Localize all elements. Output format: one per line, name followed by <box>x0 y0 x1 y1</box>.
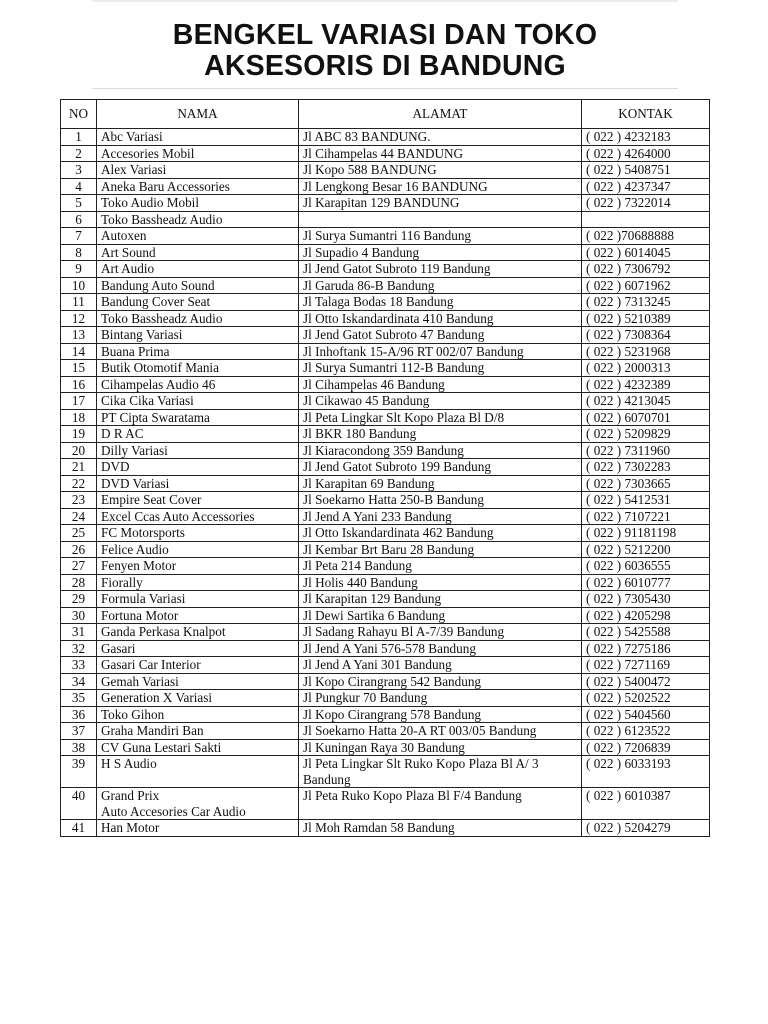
title-underline <box>92 88 678 89</box>
row-kontak: ( 022 ) 4213045 <box>582 393 710 410</box>
row-no: 1 <box>61 129 97 146</box>
row-no: 37 <box>61 723 97 740</box>
row-nama: FC Motorsports <box>97 525 299 542</box>
row-nama: Art Sound <box>97 244 299 261</box>
row-no: 2 <box>61 145 97 162</box>
row-kontak: ( 022 ) 4237347 <box>582 178 710 195</box>
row-alamat: Jl Dewi Sartika 6 Bandung <box>299 607 582 624</box>
table-row <box>61 277 710 294</box>
row-nama: Abc Variasi <box>97 129 299 146</box>
table-row <box>61 261 710 278</box>
row-no: 23 <box>61 492 97 509</box>
row-alamat: Jl Kembar Brt Baru 28 Bandung <box>299 541 582 558</box>
table-row <box>61 574 710 591</box>
row-no: 20 <box>61 442 97 459</box>
table-row <box>61 756 710 788</box>
row-kontak: ( 022 ) 5425588 <box>582 624 710 641</box>
row-nama: Gasari Car Interior <box>97 657 299 674</box>
row-alamat: Jl Soekarno Hatta 20-A RT 003/05 Bandung <box>299 723 582 740</box>
row-no: 13 <box>61 327 97 344</box>
row-alamat: Jl Kopo Cirangrang 542 Bandung <box>299 673 582 690</box>
row-kontak: ( 022 ) 7107221 <box>582 508 710 525</box>
table-row <box>61 690 710 707</box>
table-row <box>61 475 710 492</box>
row-kontak: ( 022 ) 7305430 <box>582 591 710 608</box>
row-kontak: ( 022 ) 7308364 <box>582 327 710 344</box>
top-rule <box>92 0 678 2</box>
row-no: 5 <box>61 195 97 212</box>
row-no: 16 <box>61 376 97 393</box>
row-nama: Excel Ccas Auto Accessories <box>97 508 299 525</box>
row-nama: Art Audio <box>97 261 299 278</box>
row-nama: Empire Seat Cover <box>97 492 299 509</box>
row-no: 9 <box>61 261 97 278</box>
row-kontak: ( 022 ) 6033193 <box>582 756 710 788</box>
row-kontak: ( 022 ) 5209829 <box>582 426 710 443</box>
row-nama: Toko Bassheadz Audio <box>97 310 299 327</box>
row-kontak: ( 022 ) 7302283 <box>582 459 710 476</box>
table-row <box>61 657 710 674</box>
table-row <box>61 376 710 393</box>
table-row <box>61 294 710 311</box>
row-alamat: Jl Cikawao 45 Bandung <box>299 393 582 410</box>
row-alamat: Jl ABC 83 BANDUNG. <box>299 129 582 146</box>
row-kontak: ( 022 ) 6123522 <box>582 723 710 740</box>
row-kontak: ( 022 ) 6036555 <box>582 558 710 575</box>
row-alamat: Jl Surya Sumantri 112-B Bandung <box>299 360 582 377</box>
table-row <box>61 409 710 426</box>
table-row <box>61 492 710 509</box>
row-kontak: ( 022 ) 5412531 <box>582 492 710 509</box>
table-body <box>61 129 710 837</box>
row-alamat: Jl Otto Iskandardinata 462 Bandung <box>299 525 582 542</box>
row-alamat: Jl Holis 440 Bandung <box>299 574 582 591</box>
row-nama: Gasari <box>97 640 299 657</box>
row-kontak: ( 022 ) 7322014 <box>582 195 710 212</box>
row-alamat: Jl Peta Lingkar Slt Ruko Kopo Plaza Bl A/ 3 Bandung <box>299 756 582 788</box>
row-no: 29 <box>61 591 97 608</box>
row-kontak: ( 022 ) 4232389 <box>582 376 710 393</box>
table-row <box>61 723 710 740</box>
row-nama: Felice Audio <box>97 541 299 558</box>
row-kontak: ( 022 ) 4205298 <box>582 607 710 624</box>
row-alamat: Jl Garuda 86-B Bandung <box>299 277 582 294</box>
row-kontak: ( 022 ) 6070701 <box>582 409 710 426</box>
row-no: 10 <box>61 277 97 294</box>
row-nama: Fenyen Motor <box>97 558 299 575</box>
row-nama: Gemah Variasi <box>97 673 299 690</box>
row-alamat: Jl Karapitan 69 Bandung <box>299 475 582 492</box>
row-nama: Grand Prix Auto Accesories Car Audio <box>97 788 299 820</box>
row-alamat: Jl BKR 180 Bandung <box>299 426 582 443</box>
row-no: 28 <box>61 574 97 591</box>
table-row <box>61 541 710 558</box>
row-nama: Generation X Variasi <box>97 690 299 707</box>
row-kontak: ( 022 ) 5404560 <box>582 706 710 723</box>
table-row <box>61 327 710 344</box>
row-kontak: ( 022 ) 5212200 <box>582 541 710 558</box>
row-alamat: Jl Jend Gatot Subroto 199 Bandung <box>299 459 582 476</box>
row-nama: Bintang Variasi <box>97 327 299 344</box>
table-row <box>61 508 710 525</box>
row-no: 14 <box>61 343 97 360</box>
row-no: 24 <box>61 508 97 525</box>
row-nama: D R AC <box>97 426 299 443</box>
row-no: 35 <box>61 690 97 707</box>
row-alamat: Jl Jend A Yani 233 Bandung <box>299 508 582 525</box>
row-nama: Dilly Variasi <box>97 442 299 459</box>
row-no: 36 <box>61 706 97 723</box>
row-kontak: ( 022 ) 5210389 <box>582 310 710 327</box>
row-nama: Butik Otomotif Mania <box>97 360 299 377</box>
table-row <box>61 640 710 657</box>
row-no: 7 <box>61 228 97 245</box>
row-alamat: Jl Peta Lingkar Slt Kopo Plaza Bl D/8 <box>299 409 582 426</box>
row-alamat: Jl Jend Gatot Subroto 47 Bandung <box>299 327 582 344</box>
table-row <box>61 195 710 212</box>
row-alamat: Jl Kiaracondong 359 Bandung <box>299 442 582 459</box>
row-kontak: ( 022 ) 7206839 <box>582 739 710 756</box>
table-row <box>61 228 710 245</box>
row-kontak: ( 022 ) 2000313 <box>582 360 710 377</box>
table-row <box>61 607 710 624</box>
row-no: 15 <box>61 360 97 377</box>
row-no: 4 <box>61 178 97 195</box>
row-kontak: ( 022 ) 6010777 <box>582 574 710 591</box>
row-kontak: ( 022 ) 6010387 <box>582 788 710 820</box>
row-nama: Ganda Perkasa Knalpot <box>97 624 299 641</box>
row-nama: Buana Prima <box>97 343 299 360</box>
row-no: 30 <box>61 607 97 624</box>
row-nama: PT Cipta Swaratama <box>97 409 299 426</box>
row-nama: CV Guna Lestari Sakti <box>97 739 299 756</box>
row-no: 18 <box>61 409 97 426</box>
directory-table <box>60 99 710 837</box>
row-kontak: ( 022 ) 6014045 <box>582 244 710 261</box>
row-alamat: Jl Pungkur 70 Bandung <box>299 690 582 707</box>
title-line-1: BENGKEL VARIASI DAN TOKO <box>172 19 598 51</box>
row-kontak: ( 022 ) 5400472 <box>582 673 710 690</box>
table-row <box>61 360 710 377</box>
row-nama: Toko Audio Mobil <box>97 195 299 212</box>
row-nama: Fortuna Motor <box>97 607 299 624</box>
table-row <box>61 442 710 459</box>
row-alamat: Jl Peta 214 Bandung <box>299 558 582 575</box>
row-nama: Formula Variasi <box>97 591 299 608</box>
row-kontak: ( 022 )70688888 <box>582 228 710 245</box>
table-row <box>61 393 710 410</box>
table-row <box>61 310 710 327</box>
row-no: 3 <box>61 162 97 179</box>
row-no: 31 <box>61 624 97 641</box>
row-no: 17 <box>61 393 97 410</box>
row-kontak: ( 022 ) 7275186 <box>582 640 710 657</box>
row-nama: Toko Gihon <box>97 706 299 723</box>
row-no: 40 <box>61 788 97 820</box>
table-row <box>61 211 710 228</box>
table-row <box>61 459 710 476</box>
row-no: 6 <box>61 211 97 228</box>
row-kontak: ( 022 ) 5231968 <box>582 343 710 360</box>
row-kontak: ( 022 ) 7271169 <box>582 657 710 674</box>
row-nama: Autoxen <box>97 228 299 245</box>
header-nama: NAMA <box>97 100 299 129</box>
table-row <box>61 739 710 756</box>
row-no: 32 <box>61 640 97 657</box>
table-row <box>61 525 710 542</box>
page-title <box>92 20 678 82</box>
row-no: 27 <box>61 558 97 575</box>
row-alamat: Jl Cihampelas 44 BANDUNG <box>299 145 582 162</box>
row-alamat: Jl Kopo Cirangrang 578 Bandung <box>299 706 582 723</box>
row-alamat: Jl Surya Sumantri 116 Bandung <box>299 228 582 245</box>
row-no: 11 <box>61 294 97 311</box>
row-no: 38 <box>61 739 97 756</box>
row-alamat: Jl Cihampelas 46 Bandung <box>299 376 582 393</box>
row-nama: Cika Cika Variasi <box>97 393 299 410</box>
table-row <box>61 162 710 179</box>
row-nama: Alex Variasi <box>97 162 299 179</box>
table-row <box>61 624 710 641</box>
table-row <box>61 129 710 146</box>
row-alamat: Jl Jend Gatot Subroto 119 Bandung <box>299 261 582 278</box>
row-nama: H S Audio <box>97 756 299 788</box>
table-row <box>61 673 710 690</box>
row-no: 26 <box>61 541 97 558</box>
row-kontak: ( 022 ) 6071962 <box>582 277 710 294</box>
header-kontak: KONTAK <box>582 100 710 129</box>
table-row <box>61 591 710 608</box>
table-row <box>61 145 710 162</box>
row-kontak: ( 022 ) 7313245 <box>582 294 710 311</box>
row-no: 12 <box>61 310 97 327</box>
row-alamat: Jl Moh Ramdan 58 Bandung <box>299 820 582 837</box>
header-no: NO <box>61 100 97 129</box>
table-row <box>61 706 710 723</box>
row-no: 22 <box>61 475 97 492</box>
row-kontak: ( 022 ) 5408751 <box>582 162 710 179</box>
row-kontak <box>582 211 710 228</box>
table-row <box>61 426 710 443</box>
row-kontak: ( 022 ) 5204279 <box>582 820 710 837</box>
row-no: 21 <box>61 459 97 476</box>
row-kontak: ( 022 ) 7306792 <box>582 261 710 278</box>
row-kontak: ( 022 ) 91181198 <box>582 525 710 542</box>
row-alamat <box>299 211 582 228</box>
table-row <box>61 178 710 195</box>
row-alamat: Jl Kopo 588 BANDUNG <box>299 162 582 179</box>
table-row <box>61 788 710 820</box>
table-row <box>61 343 710 360</box>
row-kontak: ( 022 ) 5202522 <box>582 690 710 707</box>
row-alamat: Jl Kuningan Raya 30 Bandung <box>299 739 582 756</box>
row-alamat: Jl Soekarno Hatta 250-B Bandung <box>299 492 582 509</box>
row-kontak: ( 022 ) 7303665 <box>582 475 710 492</box>
row-alamat: Jl Otto Iskandardinata 410 Bandung <box>299 310 582 327</box>
title-line-2: AKSESORIS DI BANDUNG <box>204 50 566 82</box>
row-alamat: Jl Supadio 4 Bandung <box>299 244 582 261</box>
row-nama: Fiorally <box>97 574 299 591</box>
row-no: 39 <box>61 756 97 788</box>
table-header-row <box>61 100 710 129</box>
header-alamat: ALAMAT <box>299 100 582 129</box>
row-kontak: ( 022 ) 4264000 <box>582 145 710 162</box>
row-alamat: Jl Lengkong Besar 16 BANDUNG <box>299 178 582 195</box>
row-nama: Aneka Baru Accessories <box>97 178 299 195</box>
row-nama: DVD <box>97 459 299 476</box>
row-alamat: Jl Jend A Yani 301 Bandung <box>299 657 582 674</box>
row-alamat: Jl Karapitan 129 Bandung <box>299 591 582 608</box>
row-nama: DVD Variasi <box>97 475 299 492</box>
row-kontak: ( 022 ) 4232183 <box>582 129 710 146</box>
row-alamat: Jl Karapitan 129 BANDUNG <box>299 195 582 212</box>
table-row <box>61 558 710 575</box>
row-kontak: ( 022 ) 7311960 <box>582 442 710 459</box>
row-no: 19 <box>61 426 97 443</box>
row-alamat: Jl Inhoftank 15-A/96 RT 002/07 Bandung <box>299 343 582 360</box>
row-nama: Toko Bassheadz Audio <box>97 211 299 228</box>
row-nama: Cihampelas Audio 46 <box>97 376 299 393</box>
row-no: 25 <box>61 525 97 542</box>
row-no: 41 <box>61 820 97 837</box>
row-no: 33 <box>61 657 97 674</box>
row-nama: Han Motor <box>97 820 299 837</box>
row-nama: Accesories Mobil <box>97 145 299 162</box>
row-no: 34 <box>61 673 97 690</box>
row-alamat: Jl Talaga Bodas 18 Bandung <box>299 294 582 311</box>
row-nama: Graha Mandiri Ban <box>97 723 299 740</box>
row-nama: Bandung Auto Sound <box>97 277 299 294</box>
row-no: 8 <box>61 244 97 261</box>
row-nama: Bandung Cover Seat <box>97 294 299 311</box>
row-alamat: Jl Jend A Yani 576-578 Bandung <box>299 640 582 657</box>
row-alamat: Jl Peta Ruko Kopo Plaza Bl F/4 Bandung <box>299 788 582 820</box>
row-alamat: Jl Sadang Rahayu Bl A-7/39 Bandung <box>299 624 582 641</box>
table-row <box>61 820 710 837</box>
table-row <box>61 244 710 261</box>
